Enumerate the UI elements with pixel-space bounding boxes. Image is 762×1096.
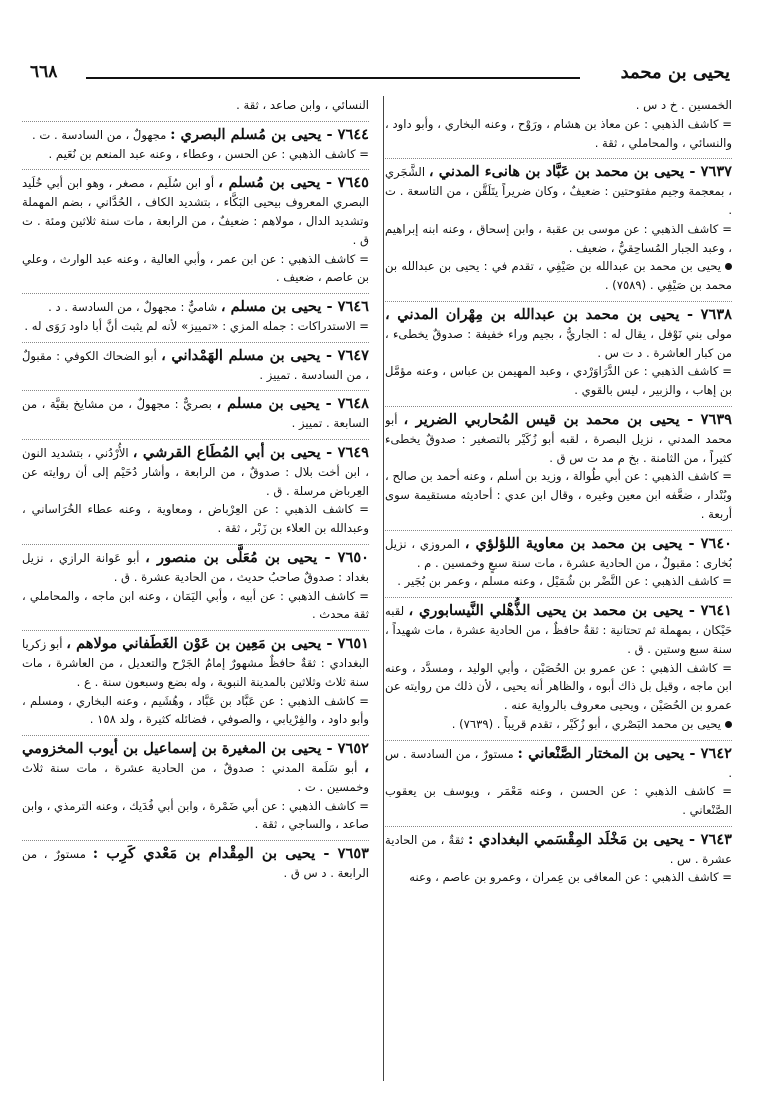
entry-heading: ٧٦٤٢ - يحيى بن المختار الصَّنْعاني : xyxy=(517,744,732,762)
entry-separator xyxy=(22,630,369,631)
entry-heading: ٧٦٤٣ - يحيى بن مَخْلَد المِقْسَمي البغدادي : xyxy=(468,830,732,848)
kashif-note: = كاشف الذهبي : عن المعافى بن عِمران ، وعمرو بن عاصم ، وعنه xyxy=(409,870,732,885)
cross-reference: يحيى بن محمد بن عبدالله بن صَيْفِي ، تقدم في : يحيى بن عبدالله بن محمد بن صَيْفِي . (٧٥٨٩) . xyxy=(385,259,732,293)
continued-entry xyxy=(22,96,369,115)
running-header xyxy=(30,62,730,88)
header-rule xyxy=(86,77,580,79)
page-number: ٦٦٨ xyxy=(30,62,58,82)
entry-body: الشَّجَري ، بمعجمة وجيم مفتوحتين : ضعيفٌ ، وكان ضريراً يتَلَقَّن ، من التاسعة . ت . xyxy=(385,165,732,217)
entry-heading: ٧٦٤٩ - يحيى بن أبي المُطَاع القرشي ، xyxy=(132,443,369,461)
entry-7642 xyxy=(385,745,732,820)
entry-7641 xyxy=(385,602,732,734)
entry-heading: ٧٦٤٨ - يحيى بن مسلم ، xyxy=(216,395,369,413)
entry-body: مجهولٌ ، من السادسة . ت . xyxy=(32,127,167,142)
entry-body: الخمسين . خ د س . xyxy=(635,98,732,112)
entry-7640 xyxy=(385,535,732,591)
entry-separator xyxy=(22,390,369,391)
entry-separator xyxy=(385,530,732,531)
entry-separator xyxy=(22,544,369,545)
entry-heading: ٧٦٣٨ - يحيى بن محمد بن عبدالله بن مِهْران المدني ، xyxy=(385,305,732,323)
entry-separator xyxy=(385,406,732,407)
entry-7637 xyxy=(385,163,732,295)
entry-body: أبو الضحاك الكوفي : مقبولٌ ، من السادسة . تمييز . xyxy=(22,348,369,382)
entry-body: الأُرْدُني ، بتشديد النون ، ابن أخت بلال : صدوقٌ ، من الرابعة ، وأشار دُحَيْم إلى أن روايته عن العِرباض مرسلة . ق . xyxy=(22,445,369,498)
bullet-icon xyxy=(725,263,732,270)
entry-heading: ٧٦٤٤ - يحيى بن مُسلم البصري : xyxy=(170,125,369,143)
entry-body: شاميٌّ : مجهولٌ ، من السادسة . د . xyxy=(48,300,218,315)
entry-heading: ٧٦٥٠ - يحيى بن مُعَلَّى بن منصور ، xyxy=(145,548,369,566)
kashif-note: = كاشف الذهبي : عن عمرو بن الحُصَيْن ، وأبي الوليد ، ومسدَّد ، وعنه ابن ماجه ، وقيل بل ذاك أبوه ، والظاهر أنه يحيى ، لأن ذلك من روايته عن عمرو بن الحُصَيْن ، ويحيى معروف بالرواية عنه . xyxy=(385,660,732,713)
entry-separator xyxy=(385,597,732,598)
entry-separator xyxy=(22,293,369,294)
kashif-note: = كاشف الذهبي : عن أبي ضَمْرة ، وابن أبي فُدَيك ، وعنه الترمذي ، وابن صاعد ، والساجي ، ثقة . xyxy=(22,798,369,832)
entry-body: ثقةٌ ، من الحادية عشرة . س . xyxy=(385,832,732,866)
kashif-note: = كاشف الذهبي : عن الحسن ، وعنه مَعْمَر ، ويوسف بن يعقوب الصَّنْعاني . xyxy=(385,784,732,818)
entry-7652 xyxy=(22,740,369,834)
entry-separator xyxy=(22,121,369,122)
entry-heading: ٧٦٣٧ - يحيى بن محمد بن عَبَّاد بن هانىء المدني ، xyxy=(428,163,732,181)
entry-body: أبو محمد المدني ، نزيل البصرة ، لقبه أبو زُكَيْر بالتصغير : صدوقٌ يخطىء كثيراً ، من الثامنة . بخ م مد ت س ق . xyxy=(385,412,732,465)
entry-body: أبو عَوانة الرازي ، نزيل بغداد : صدوقٌ صاحبُ حديث ، من الحادية عشرة . ق . xyxy=(22,550,369,584)
entry-body: أبو زكريا البغدادي : ثقةٌ حافظٌ مشهورٌ إمامُ الجَرْح والتعديل ، من العاشرة ، مات سنة ثلاث وثلاثين بالمدينة النبوية ، وله بضع وسبعون سنة . ع . xyxy=(22,637,369,689)
entry-body: مستورٌ ، من الرابعة . د س ق . xyxy=(22,847,369,880)
entry-separator xyxy=(385,158,732,159)
entry-separator xyxy=(385,826,732,827)
kashif-note: = كاشف الذهبي : عن الدَّرَاوَرْدي ، وعبد المهيمن بن عباس ، وعنه مؤمَّل بن إهاب ، والزبير ، ليس بالقوي . xyxy=(385,364,732,398)
entry-separator xyxy=(22,342,369,343)
entry-7653 xyxy=(22,845,369,883)
entry-separator xyxy=(385,740,732,741)
entry-heading: ٧٦٣٩ - يحيى بن محمد بن قيس المُحاربي الضرير ، xyxy=(403,410,732,428)
entry-7638 xyxy=(385,306,732,400)
entry-heading: ٧٦٤٧ - يحيى بن مسلم الهَمْداني ، xyxy=(161,346,369,364)
entry-7645 xyxy=(22,174,369,287)
entry-separator xyxy=(22,439,369,440)
entry-body: مولى بني نَوْفل ، يقال له : الجاريُّ ، بجيم وراء خفيفة : صدوقٌ يخطىء ، من كبار العاشرة . د ت س . xyxy=(385,326,732,360)
entry-body: أبو سَلَمة المدني : صدوقٌ ، من الحادية عشرة ، مات سنة ثلاث وخمسين . ت . xyxy=(22,760,369,794)
entry-heading: ٧٦٤٠ - يحيى بن محمد بن معاوية اللؤلؤي ، xyxy=(464,534,732,552)
kashif-note: = كاشف الذهبي : عن ابن عمر ، وأبي العالية ، وعنه عبد الوارث ، وعلي بن عاصم ، ضعيف . xyxy=(22,251,369,285)
kashif-note: = كاشف الذهبي : عن الحسن ، وعطاء ، وعنه عبد المنعم بن نُعَيم . xyxy=(48,146,369,161)
running-title: يحيى بن محمد xyxy=(620,62,730,83)
entry-7650 xyxy=(22,549,369,624)
entry-heading: ٧٦٥١ - يحيى بن مَعِين بن عَوْن الغَطَفاني مولاهم ، xyxy=(66,635,369,653)
entry-heading: ٧٦٤٥ - يحيى بن مُسلم ، xyxy=(218,174,369,192)
entry-body: المروزي ، نزيل بُخارى : مقبولٌ ، من الحادية عشرة ، مات سنة سبعٍ وخمسين . م . xyxy=(385,536,732,570)
left-column xyxy=(22,96,369,1081)
right-column xyxy=(385,96,732,1081)
kashif-note: = كاشف الذهبي : عن عَبَّاد بن عَبَّاد ، وهُشَيم ، وعنه البخاري ، ومسلم ، وأبو داود ، والفِرْيابي ، والصوفي ، فضائله كثيرة ، ولد ١٥٨ . xyxy=(22,693,369,727)
kashif-note: = كاشف الذهبي : عن معاذ بن هشام ، ورَوْح ، وعنه البخاري ، وأبو داود ، والنسائي ، والمحاملي ، ثقة . xyxy=(385,116,732,150)
entry-heading: ٧٦٤٦ - يحيى بن مسلم ، xyxy=(220,298,369,316)
bullet-icon xyxy=(725,721,732,728)
entry-7648 xyxy=(22,395,369,433)
entry-body: أو ابن سُلَيم ، مصغر ، وهو ابن أبي خُلَيد البصري المعروف بيحيى البَكَّاء ، بتشديد الكاف ، الحُدَّاني ، بضم المهملة وتشديد الدال ، مولاهم : ضعيفٌ ، من الرابعة ، مات سنة ثلاثين ومئة . ت ق . xyxy=(22,176,369,247)
cross-reference: يحيى بن محمد البَصْري ، أبو زُكَيْر ، تقدم قريباً . (٧٦٣٩) . xyxy=(451,716,721,731)
entry-body: مستورٌ ، من السادسة . س . xyxy=(385,746,732,780)
entry-body: لقبه حَيْكان ، بمهملة ثم تحتانية : ثقةٌ حافظٌ ، من الحادية عشرة ، مات شهيداً ، سنة سبع وستين . ق . xyxy=(385,604,732,656)
entry-7647 xyxy=(22,347,369,385)
kashif-note: = كاشف الذهبي : عن العِرْباض ، ومعاوية ، وعنه عطاء الخُرَاساني ، وعبدالله بن العلاء بن زَبْر ، ثقة . xyxy=(22,502,369,536)
entry-body: النسائي ، وابن صاعد ، ثقة . xyxy=(236,98,369,112)
column-divider xyxy=(383,96,384,1081)
kashif-note: = كاشف الذهبي : عن موسى بن عقبة ، وابن إسحاق ، وعنه ابنه إبراهيم ، وعبد الجبار المُساحِقيُّ ، ضعيف . xyxy=(385,221,732,255)
kashif-note: = كاشف الذهبي : عن النَّضْر بن شُمَيْل ، وعنه مسلم ، وعمر بن بُجَير . xyxy=(397,574,732,589)
entry-separator xyxy=(385,301,732,302)
entry-7639 xyxy=(385,411,732,524)
entry-separator xyxy=(22,735,369,736)
entry-separator xyxy=(22,840,369,841)
kashif-note: = كاشف الذهبي : عن أبي طُوالة ، وزيد بن أسلم ، وعنه أحمد بن صالح ، وبُنْدار ، ضعَّفه ابن معين وغيره ، وقال ابن عدي : أحاديثه مستقيمة سوى أربعة . xyxy=(385,469,732,521)
entry-7643 xyxy=(385,831,732,887)
kashif-note: = كاشف الذهبي : عن أبيه ، وأبي اليَمَان ، وعنه ابن ماجه ، والمحاملي ، ثقة محدث . xyxy=(22,588,369,622)
entry-body: بصريٌّ : مجهولٌ ، من مشايخ بقيَّة ، من السابعة . تمييز . xyxy=(22,397,369,431)
entry-heading: ٧٦٤١ - يحيى بن محمد بن يحيى الذُّهْلي النَّيسابوري ، xyxy=(408,602,732,620)
entry-7644 xyxy=(22,126,369,164)
continued-entry xyxy=(385,96,732,152)
entry-heading: ٧٦٥٢ - يحيى بن المغيرة بن إسماعيل بن أيوب المخزومي ، xyxy=(22,740,369,776)
entry-7649 xyxy=(22,444,369,538)
entry-separator xyxy=(22,169,369,170)
entry-7651 xyxy=(22,635,369,729)
istidrak-note: = الاستدراكات : جمله المزي : «تمييز» لأنه لم يثبت أنَّ أبا داود رَوَى له . xyxy=(24,318,369,333)
entry-heading: ٧٦٥٣ - يحيى بن المِقْدام بن مَعْدي كَرِب : xyxy=(92,845,369,863)
entry-7646 xyxy=(22,298,369,336)
